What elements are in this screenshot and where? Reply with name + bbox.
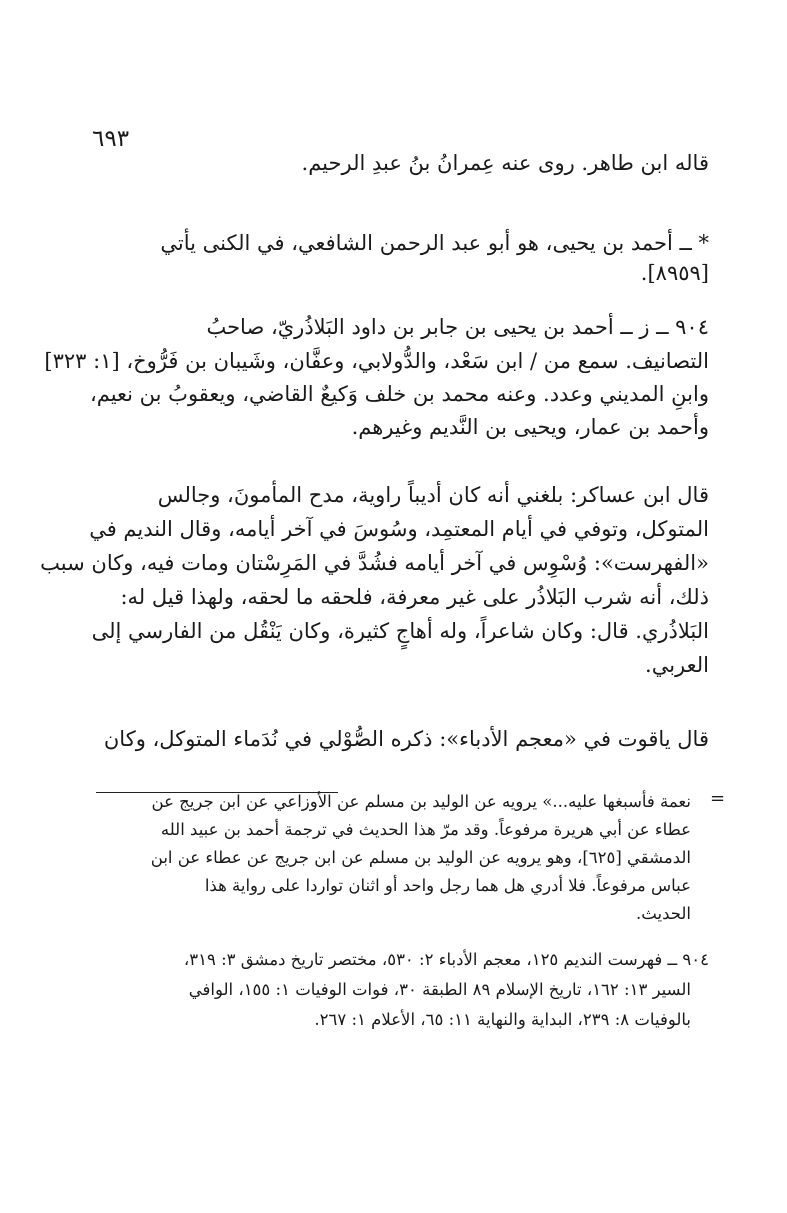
footnote-continuation-mark: = — [710, 788, 726, 809]
footnote-line: الدمشقي [٦٢٥]، وهو يرويه عن الوليد بن مسلم عن ابن جريج عن عطاء عن ابن — [150, 848, 691, 867]
body-line: قال ياقوت في «معجم الأدباء»: ذكره الصُّوْلي في نُدَماء المتوكل، وكان — [103, 727, 709, 751]
body-line: المتوكل، وتوفي في أيام المعتمِد، وسُوسَ في آخر أيامه، وقال النديم في — [89, 517, 709, 541]
body-line: قال ابن عساكر: بلغني أنه كان أديباً راوية، مدح المأمونَ، وجالس — [157, 483, 709, 507]
cross-reference-number: [٨٩٥٩]. — [640, 261, 709, 285]
body-line: العربي. — [645, 653, 709, 677]
footnote-line: عباس مرفوعاً. فلا أدري هل هما رجل واحد أو اثنان تواردا على رواية هذا — [204, 876, 691, 895]
footnote-line: عطاء عن أبي هريرة مرفوعاً. وقد مرّ هذا الحديث في ترجمة أحمد بن عبيد الله — [160, 820, 691, 839]
footnote-line: بالوفيات ٨: ٢٣٩، البداية والنهاية ١١: ٦٥، الأعلام ١: ٢٦٧. — [314, 1010, 691, 1029]
body-line: ذلك، أنه شرب البَلاذُر على غير معرفة، فلحقه ما لحقه، ولهذا قيل له: — [120, 585, 709, 609]
footnote-line: السير ١٣: ١٦٢، تاريخ الإسلام ٨٩ الطبقة ٣٠، فوات الوفيات ١: ١٥٥، الوافي — [188, 980, 691, 999]
body-line: وأحمد بن عمار، ويحيى بن النَّديم وغيرهم. — [351, 415, 709, 439]
footnote-sources-904: ٩٠٤ ــ فهرست النديم ١٢٥، معجم الأدباء ٢: ٥٣٠، مختصر تاريخ دمشق ٣: ٣١٩، — [183, 950, 709, 969]
entry-heading-904: ٩٠٤ ــ ز ــ أحمد بن يحيى بن جابر بن داود البَلاذُريّ، صاحبُ — [206, 315, 709, 339]
footnote-line: الحديث. — [636, 904, 691, 923]
cross-reference-entry: * ــ أحمد بن يحيى، هو أبو عبد الرحمن الشافعي، في الكنى يأتي — [160, 231, 709, 255]
body-line: البَلاذُري. قال: وكان شاعراً، وله أهاجٍ كثيرة، وكان يَنْقُل من الفارسي إلى — [91, 619, 709, 643]
body-line: التصانيف. سمع من / ابن سَعْد، والدُّولابي، وعفَّان، وشَيبان بن فَرُّوخ، [١: ٣٢٣] — [44, 349, 709, 373]
page-number: ٦٩٣ — [92, 126, 130, 152]
body-line: قاله ابن طاهر. روى عنه عِمرانُ بنُ عبدِ الرحيم. — [301, 151, 709, 175]
footnote-line: نعمة فأسبغها عليه...» يرويه عن الوليد بن مسلم عن الأوزاعي عن ابن جريج عن — [151, 792, 691, 811]
body-line: «الفهرست»: وُسْوِس في آخر أيامه فشُدَّ في المَرِسْتان ومات فيه، وكان سبب — [40, 551, 709, 575]
body-line: وابنِ المديني وعدد. وعنه محمد بن خلف وَكيعٌ القاضي، ويعقوبُ بن نعيم، — [89, 382, 709, 406]
